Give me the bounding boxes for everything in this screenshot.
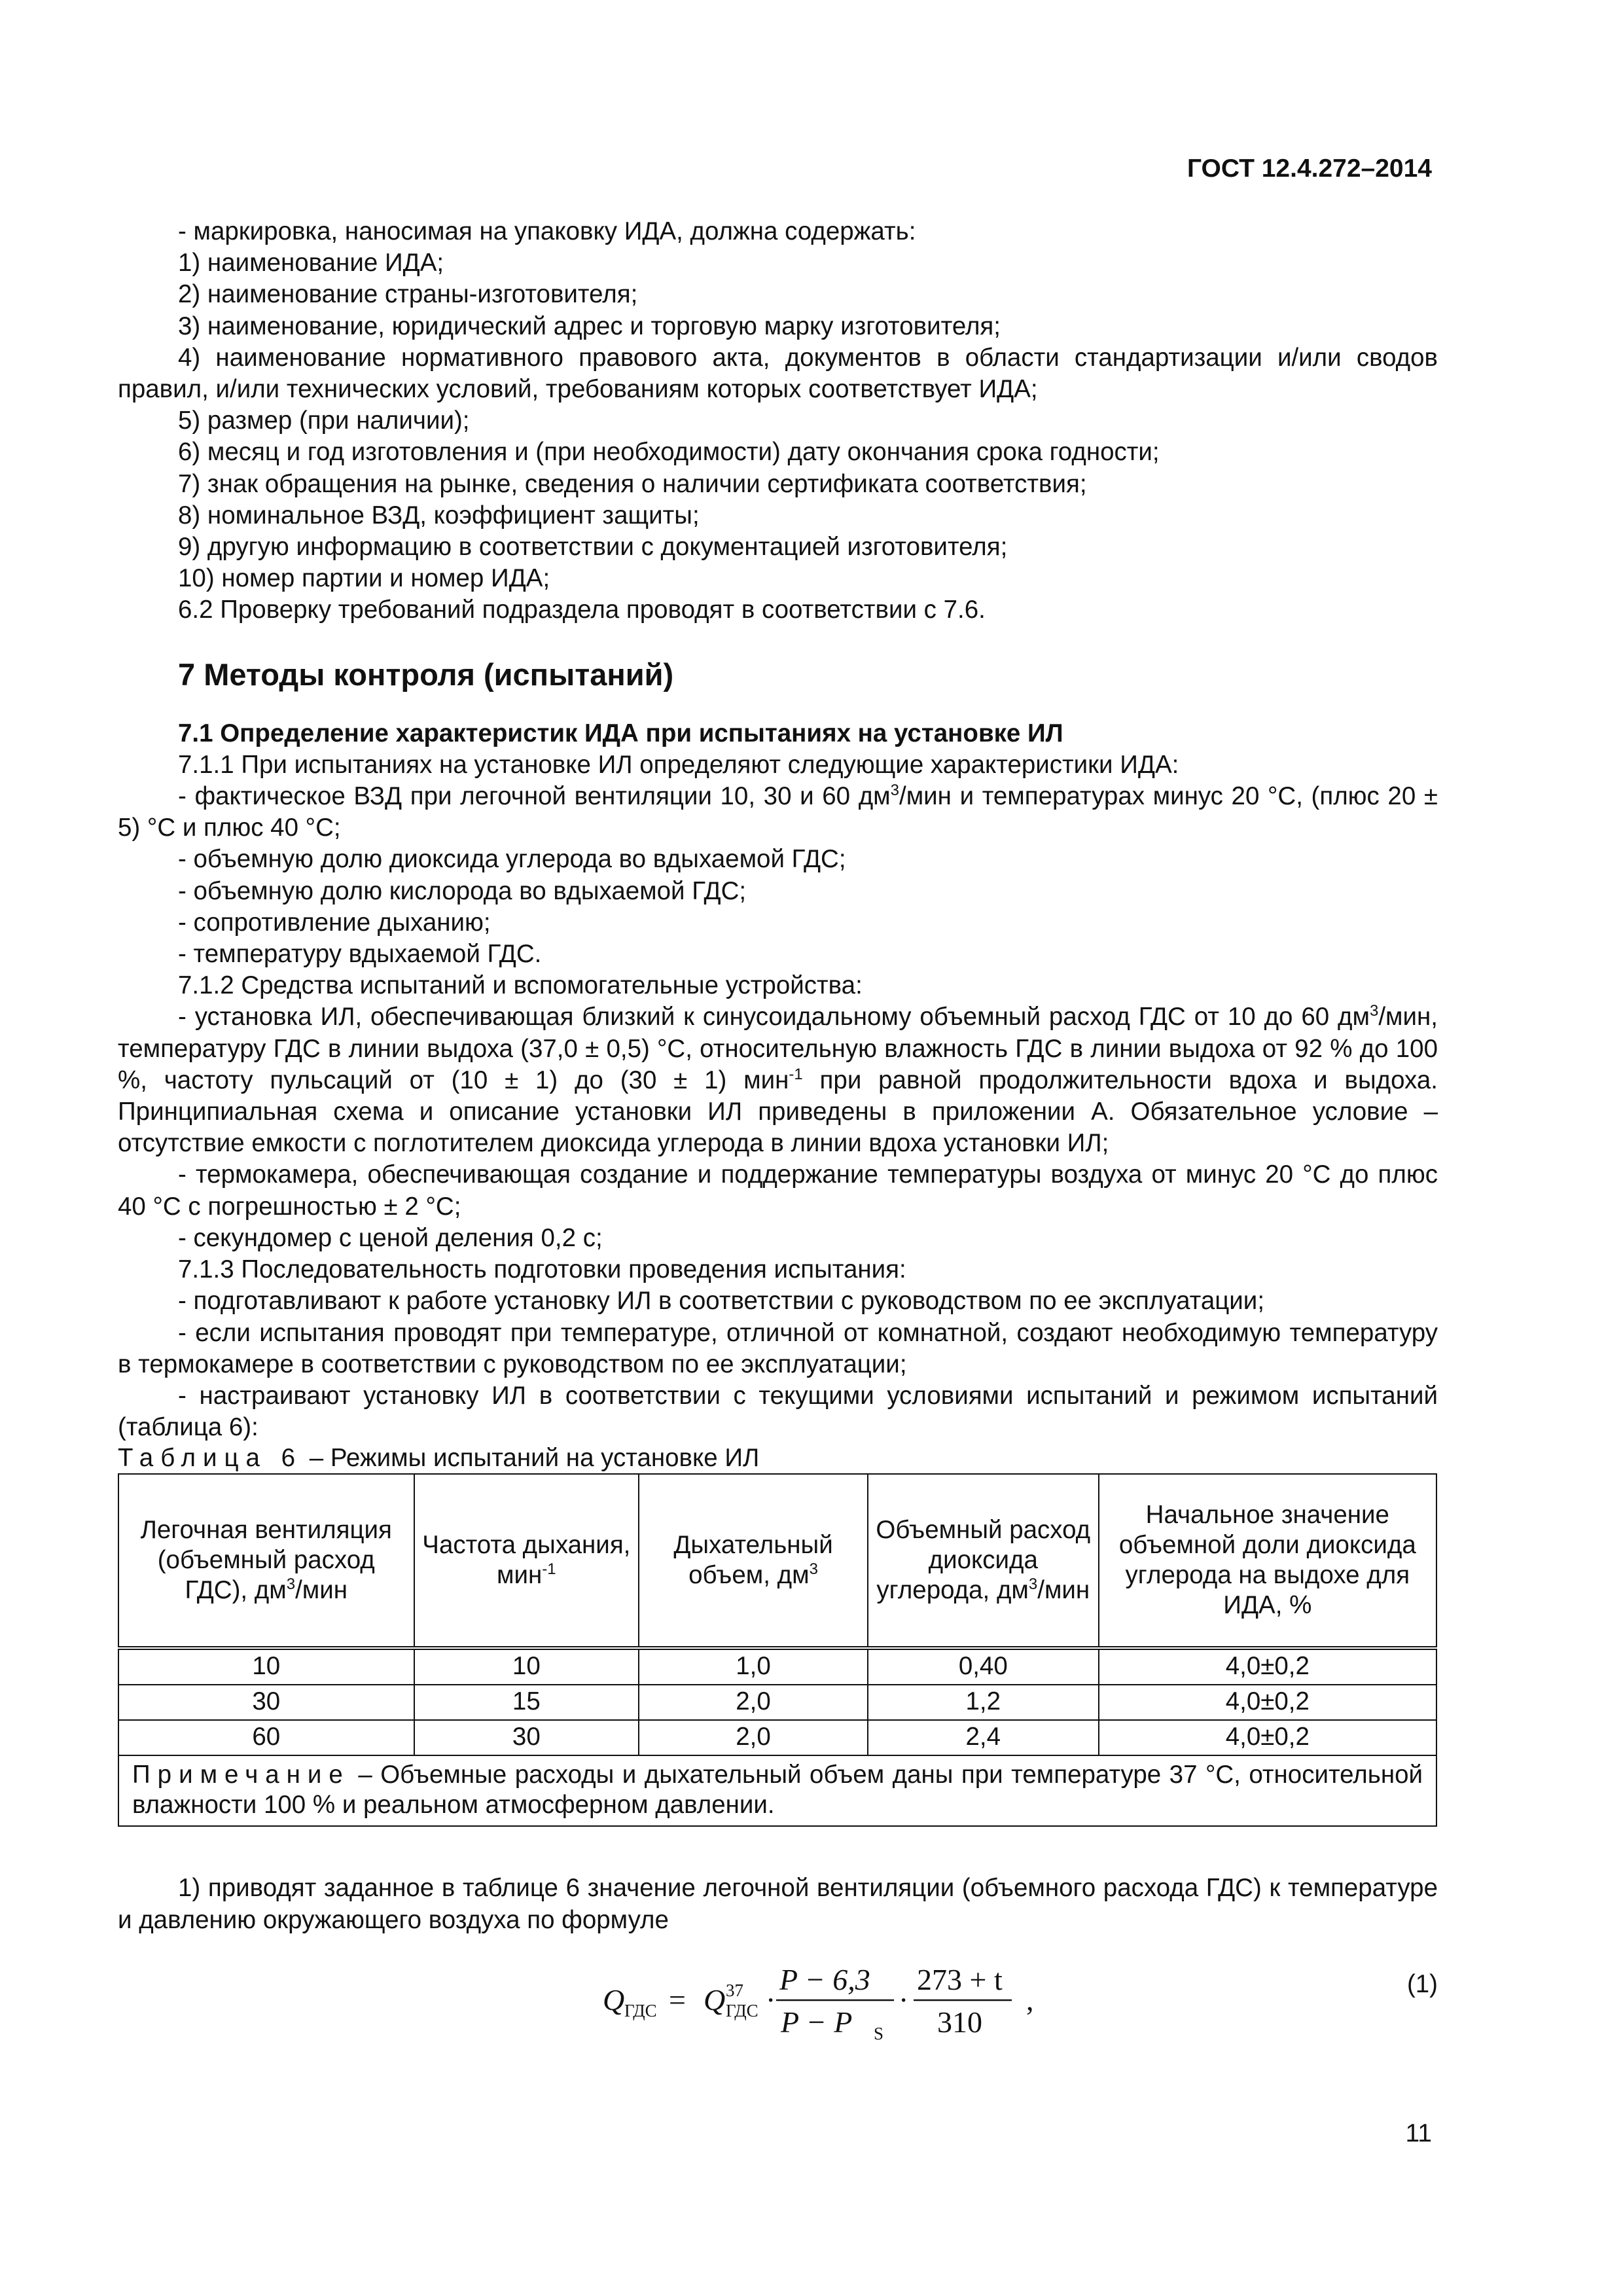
formula-number: (1) [1406, 1969, 1438, 1998]
column-header [414, 1474, 639, 1648]
formula-denominator-1: P − P [781, 2005, 853, 2039]
list-item: - подготавливают к работе установку ИЛ в соответствии с руководством по ее эксплуатации; [178, 1287, 1265, 1316]
table-caption-label: Таблица 6 [118, 1444, 303, 1473]
paragraph: 7.1.2 Средства испытаний и вспомогательные устройства: [178, 971, 863, 1000]
paragraph: 6.2 Проверку требований подраздела проводят в соответствии с 7.6. [178, 596, 986, 624]
formula-lhs-sub: ГДС [624, 2000, 657, 2020]
header-text: /мин [295, 1576, 348, 1605]
header-text: Легочная вентиляция (объемный расход ГДС), дм [140, 1516, 392, 1605]
table-cell: 2,0 [639, 1685, 868, 1720]
table-cell: 10 [118, 1648, 414, 1685]
list-item: 10) номер партии и номер ИДА; [178, 564, 550, 593]
header-text: /мин [1037, 1576, 1090, 1605]
table-note-row [118, 1755, 1436, 1826]
superscript: -1 [789, 1066, 803, 1084]
table-cell: 0,40 [868, 1648, 1099, 1685]
formula-dot: · [899, 1982, 909, 2017]
formula-q-sub: ГДС [726, 2000, 758, 2020]
table-note-text: – Объемные расходы и дыхательный объем даны при температуре 37 °С, относительной влажности 100 % и реальном атмосферном давлении. [132, 1761, 1423, 1820]
list-item: - настраивают установку ИЛ в соответствии с текущими условиями испытаний и режимом испытаний (таблица 6): [118, 1381, 1438, 1442]
table-cell: 4,0±0,2 [1099, 1720, 1436, 1755]
page-number: 11 [1405, 2119, 1432, 2147]
text-run: при равной продолжительности вдоха и выдоха. Принципиальная схема и описание установки ИЛ приведены в приложении А. Обязательное условие – отсутствие емкости с поглотителем диоксида углерода в линии вдоха установки ИЛ; [118, 1066, 1438, 1158]
paragraph: - маркировка, наносимая на упаковку ИДА, должна содержать: [178, 217, 916, 245]
list-item: 4) наименование нормативного правового акта, документов в области стандартизации и/или сводов правил, и/или технических условий, требованиям которых соответствует ИДА; [118, 343, 1438, 404]
column-header [1099, 1474, 1436, 1648]
list-item: - температуру вдыхаемой ГДС. [178, 940, 542, 969]
formula-q: Q [704, 1982, 726, 2017]
formula-graphic [118, 1943, 1034, 2041]
table-row [118, 1685, 1436, 1720]
table-cell: 4,0±0,2 [1099, 1648, 1436, 1685]
table-caption [118, 1443, 1438, 1473]
formula-1 [118, 1943, 1438, 2041]
table-cell: 30 [118, 1685, 414, 1720]
superscript: -1 [542, 1560, 556, 1579]
table-cell: 10 [414, 1648, 639, 1685]
superscript: 3 [1028, 1575, 1038, 1594]
formula-lhs: Q [603, 1982, 625, 2017]
table-cell: 15 [414, 1685, 639, 1720]
table-note-label: Примечание [132, 1761, 350, 1789]
table-note [118, 1755, 1436, 1826]
table-cell: 2,4 [868, 1720, 1099, 1755]
table-row [118, 1720, 1436, 1755]
superscript: 3 [809, 1560, 818, 1579]
column-header [868, 1474, 1099, 1648]
list-item: - термокамера, обеспечивающая создание и поддержание температуры воздуха от минус 20 °С до плюс 40 °С с погрешностью ± 2 °С; [118, 1160, 1438, 1221]
list-item: 2) наименование страны-изготовителя; [178, 280, 638, 309]
superscript: 3 [890, 781, 899, 800]
subsection-heading: 7.1 Определение характеристик ИДА при испытаниях на установке ИЛ [178, 719, 1063, 747]
header-text: Начальное значение объемной доли диоксида углерода на выдохе для ИДА, % [1118, 1501, 1416, 1620]
header-text: Объемный расход диоксида углерода, дм [876, 1516, 1091, 1605]
table-cell: 4,0±0,2 [1099, 1685, 1436, 1720]
list-item: 3) наименование, юридический адрес и торговую марку изготовителя; [178, 312, 1001, 340]
list-item: - секундомер с ценой деления 0,2 с; [178, 1223, 603, 1252]
column-header [639, 1474, 868, 1648]
text-run: - фактическое ВЗД при легочной вентиляции 10, 30 и 60 дм [178, 782, 891, 811]
table-cell: 60 [118, 1720, 414, 1755]
table-caption-text: – Режимы испытаний на установке ИЛ [302, 1444, 760, 1473]
paragraph: 1) приводят заданное в таблице 6 значение легочной вентиляции (объемного расхода ГДС) к температуре и давлению окружающего воздуха по формуле [118, 1874, 1438, 1934]
table-cell: 2,0 [639, 1720, 868, 1755]
section-heading: 7 Методы контроля (испытаний) [178, 656, 674, 692]
page-body [118, 216, 1438, 2041]
test-modes-table [118, 1473, 1437, 1827]
table-cell: 1,0 [639, 1648, 868, 1685]
list-item: 8) номинальное ВЗД, коэффициент защиты; [178, 501, 700, 529]
paragraph: 7.1.3 Последовательность подготовки проведения испытания: [178, 1255, 906, 1284]
list-item: 1) наименование ИДА; [178, 249, 444, 278]
document-code-header: ГОСТ 12.4.272–2014 [1186, 154, 1432, 183]
list-item: - объемную долю кислорода во вдыхаемой ГДС; [178, 876, 747, 905]
table-cell: 1,2 [868, 1685, 1099, 1720]
text-run: /мин и температурах минус 20 °С, (плюс 20 ± 5) °С и плюс 40 °С; [118, 782, 1438, 842]
formula-q-sup: 37 [726, 1980, 743, 2000]
table-header-row [118, 1474, 1436, 1648]
text-run: /мин, температуру ГДС в линии выдоха (37,0 ± 0,5) °С, относительную влажность ГДС в линии выдоха от 92 % до 100 %, частоту пульсаций от (10 ± 1) до (30 ± 1) мин [118, 1003, 1438, 1094]
header-text: Дыхательный объем, дм [673, 1531, 833, 1590]
paragraph: 7.1.1 При испытаниях на установке ИЛ определяют следующие характеристики ИДА: [178, 750, 1179, 779]
formula-numerator-2: 273 + t [917, 1962, 1003, 1996]
formula-denominator-2: 310 [937, 2005, 982, 2039]
superscript: 3 [1370, 1002, 1379, 1020]
formula-equals: = [669, 1982, 686, 2017]
list-item [118, 1001, 1438, 1159]
list-item: 9) другую информацию в соответствии с документацией изготовителя; [178, 533, 1008, 562]
formula-dot: · [766, 1982, 776, 2017]
superscript: 3 [286, 1575, 296, 1594]
table-cell: 30 [414, 1720, 639, 1755]
list-item: 7) знак обращения на рынке, сведения о наличии сертификата соответствия; [178, 469, 1087, 498]
header-text: Частота дыхания, мин [422, 1531, 631, 1590]
list-item [118, 781, 1438, 844]
list-item: 5) размер (при наличии); [178, 406, 470, 435]
text-run: - установка ИЛ, обеспечивающая близкий к синусоидальному объемный расход ГДС от 10 до 60 дм [178, 1003, 1370, 1031]
table-row [118, 1648, 1436, 1685]
list-item: 6) месяц и год изготовления и (при необходимости) дату окончания срока годности; [178, 438, 1160, 467]
list-item: - если испытания проводят при температуре, отличной от комнатной, создают необходимую температуру в термокамере в соответствии с руководством по ее эксплуатации; [118, 1318, 1438, 1378]
list-item: - объемную долю диоксида углерода во вдыхаемой ГДС; [178, 845, 846, 874]
formula-comma: , [1026, 1982, 1034, 2017]
formula-denominator-sub: S [874, 2023, 884, 2041]
formula-numerator-1: P − 6,3 [779, 1962, 870, 1996]
column-header [118, 1474, 414, 1648]
list-item: - сопротивление дыханию; [178, 908, 491, 937]
